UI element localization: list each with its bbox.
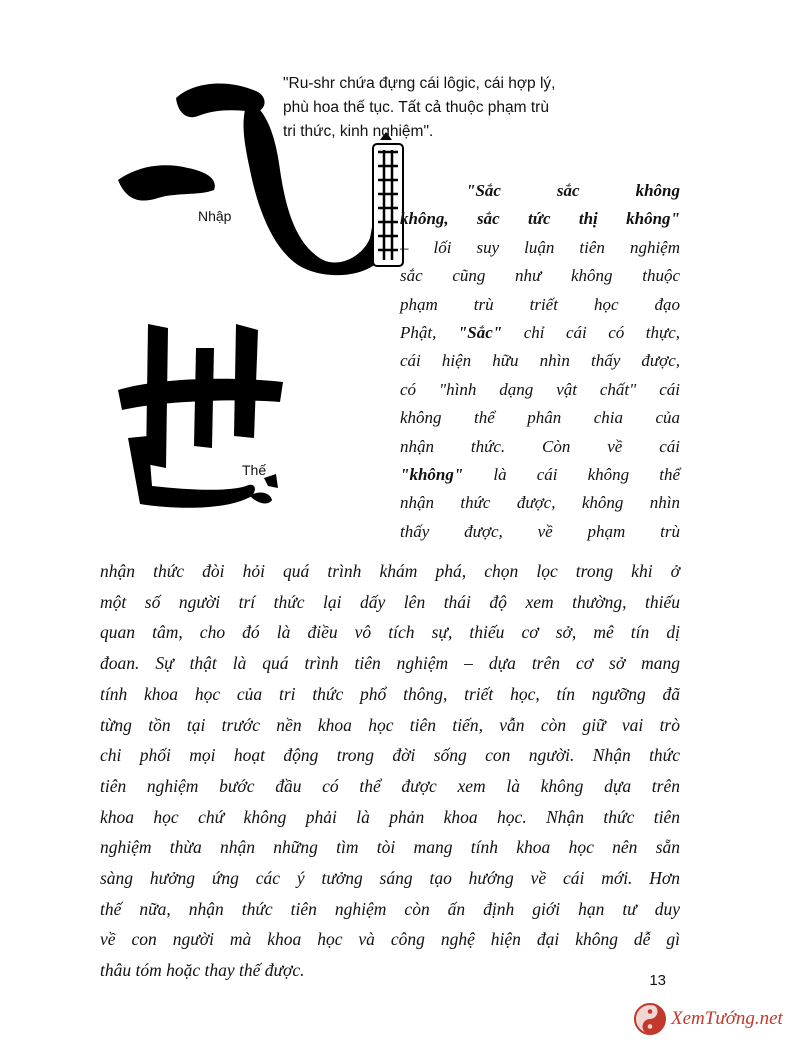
text-line: đoan. Sự thật là quá trình tiên nghiệm – dựa trên cơ sở mang <box>100 653 680 674</box>
text-line: quan tâm, cho đó là điều vô tích sự, thiếu cơ sở, mê tín dị <box>100 622 680 643</box>
text-line: cái hiện hữu nhìn thấy được, <box>400 351 680 371</box>
quote-line: "Ru-shr chứa đựng cái lôgic, cái hợp lý, <box>283 75 556 92</box>
site-watermark <box>633 1000 793 1038</box>
text-run: Phật, <box>400 323 458 343</box>
text-line: không thể phân chia của <box>400 408 680 428</box>
text-line: tiên nghiệm bước đầu có thể được xem là không dựa trên <box>100 775 680 796</box>
yin-yang-icon <box>633 1002 667 1036</box>
text-line: tính khoa học của tri thức phổ thông, triết học, tín ngưỡng đã <box>100 683 680 704</box>
quote-line: phù hoa thế tục. Tất cả thuộc phạm trù <box>283 99 549 116</box>
the-calligraphy-glyph <box>118 318 298 528</box>
text-line: có "hình dạng vật chất" cái <box>400 379 680 399</box>
bold-term-khong: "không" <box>400 465 464 485</box>
text-line: thế nữa, nhận thức tiên nghiệm còn ấn định giới hạn tư duy <box>100 898 680 919</box>
quote-line: tri thức, kinh nghiệm". <box>283 123 434 140</box>
page-number: 13 <box>649 972 666 989</box>
text-line: phạm trù triết học đạo <box>400 294 680 314</box>
text-line: nghiệm thừa nhận những tìm tòi mang tính khoa học nên sẵn <box>100 837 680 858</box>
text-line: không, sắc tức thị không" <box>400 209 680 229</box>
text-line: nhận thức được, không nhìn <box>400 493 680 513</box>
text-run: chỉ cái có thực, <box>502 323 681 343</box>
text-line: khoa học chứ không phải là phản khoa học. Nhận thức tiên <box>100 806 680 827</box>
main-paragraph <box>100 556 680 986</box>
text-line: – lối suy luận tiên nghiệm <box>400 237 680 257</box>
bold-term-sac: "Sắc" <box>457 323 503 343</box>
text-line: từng tồn tại trước nền khoa học tiên tiến, vẫn còn giữ vai trò <box>100 714 680 735</box>
text-line: một số người trí thức lại dấy lên thái độ xem thường, thiếu <box>100 591 680 612</box>
right-column-text <box>400 177 680 546</box>
watermark-text: XemTướng.net <box>671 1008 783 1029</box>
text-line: thấy được, về phạm trù <box>400 521 680 541</box>
the-label: Thế <box>242 462 267 478</box>
text-line: thâu tóm hoặc thay thế được. <box>100 960 305 981</box>
nhap-label: Nhập <box>198 208 232 224</box>
text-line: sàng hưởng ứng các ý tưởng sáng tạo hướng về cái mới. Hơn <box>100 868 680 889</box>
text-line: nhận thức. Còn về cái <box>400 436 680 456</box>
text-line <box>400 319 680 347</box>
text-line <box>400 461 680 489</box>
text-run: là cái không thể <box>463 465 680 485</box>
text-line: "Sắc sắc không <box>466 181 680 200</box>
text-line: sắc cũng như không thuộc <box>400 266 680 286</box>
epigraph-quote <box>283 72 683 144</box>
text-line: chi phối mọi hoạt động trong đời sống con người. Nhận thức <box>100 745 680 766</box>
text-line: nhận thức đòi hỏi quá trình khám phá, chọn lọc trong khi ở <box>100 561 680 581</box>
text-line: về con người mà khoa học và công nghệ hiện đại không dễ gì <box>100 929 680 950</box>
